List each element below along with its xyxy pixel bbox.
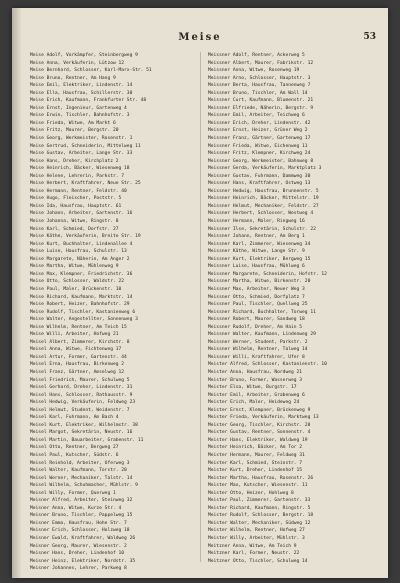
- directory-entry: Meise Willi, Arbeiter, Hofweg 21: [30, 332, 119, 338]
- directory-entry: Meister Max, Kutscher, Wiesenstr. 11: [208, 483, 308, 489]
- directory-entry: Meissner Emil, Arbeiter, Teichweg 6: [208, 113, 305, 119]
- directory-entry: Meisel Walter, Kaufmann, Torstr. 20: [30, 468, 127, 474]
- page-binding: [12, 8, 22, 578]
- directory-entry: Meissner Rudolf, Dreher, Am Hain 5: [208, 324, 303, 330]
- directory-entry: Meise Kurt, Buchhalter, Lindenallee 4: [30, 241, 133, 247]
- directory-entry: Meister Gustav, Rentner, Sonnenstr. 4: [208, 430, 311, 436]
- directory-entry: Meisner Johannes, Lehrer, Parkweg 8: [30, 566, 127, 572]
- directory-entry: Meisel Hedwig, Verkäuferin, Feldweg 23: [30, 400, 136, 406]
- directory-entry: Meisner Hans, Dreher, Lindenhof 10: [30, 551, 125, 557]
- directory-entry: Meissner Max, Arbeiter, Neuer Weg 3: [208, 286, 305, 292]
- directory-entry: Meitzner Anna, Witwe, Am Teich 9: [208, 543, 297, 549]
- directory-entry: Meissner Käthe, Witwe, Lange Str. 9: [208, 249, 305, 255]
- directory-entry: Meise Ernst, Ingenieur, Gartenweg 4: [30, 105, 127, 111]
- directory-entry: Meister Heinrich, Bäcker, Am Tor 2: [208, 445, 303, 451]
- directory-entry: Meise Hans, Dreher, Kirchplatz 2: [30, 158, 119, 164]
- directory-entry: Meissner Robert, Maurer, Sandweg 18: [208, 317, 305, 323]
- directory-entry: Meisner Anna, Witwe, Kurze Str. 4: [30, 505, 122, 511]
- directory-entry: Meise Fritz, Maurer, Bergstr. 20: [30, 128, 119, 134]
- directory-entry: Meise Herbert, Kraftfahrer, Neue Str. 25: [30, 181, 141, 187]
- directory-entry: Meise Luise, Hausfrau, Schulstr. 13: [30, 249, 127, 255]
- directory-entry: Meise Otto, Schlosser, Waldstr. 22: [30, 279, 125, 285]
- directory-entry: Meissner Hans, Kraftfahrer, Ostweg 13: [208, 181, 311, 187]
- directory-entry: Meister Rudolf, Schlosser, Bergstr. 18: [208, 513, 314, 519]
- directory-entry: Meissner Wilhelm, Rentner, Talweg 14: [208, 347, 308, 353]
- directory-entry: Meisel Hans, Schlosser, Rathausstr. 9: [30, 392, 133, 398]
- directory-entry: Meissner Heinrich, Bäcker, Mittelstr. 19: [208, 196, 319, 202]
- directory-entry: Meisel Artur, Former, Gartenstr. 44: [30, 354, 127, 360]
- directory-entry: Meissner Margarete, Schneiderin, Hofstr. 12: [208, 271, 327, 277]
- left-column: [30, 52, 196, 573]
- directory-entry: Meissner Berta, Hausfrau, Tannenweg 7: [208, 83, 311, 89]
- directory-entry: Meise Frieda, Witwe, Am Markt 6: [30, 120, 116, 126]
- directory-entry: Meisel Albert, Zimmerer, Kirchstr. 8: [30, 339, 130, 345]
- directory-entry: Meissner Fritz, Klempner, Kirchweg 24: [208, 151, 311, 157]
- directory-entry: Meister Hans, Elektriker, Waldweg 19: [208, 437, 308, 443]
- directory-entry: Meissner Richard, Buchhalter, Torweg 11: [208, 309, 316, 315]
- directory-entry: Meissner Karl, Zimmerer, Wiesenweg 34: [208, 241, 311, 247]
- directory-entry: Meissner Helmut, Mechaniker, Feldstr. 27: [208, 203, 319, 209]
- directory-entry: Meise Ida, Hausfrau, Hauptstr. 61: [30, 203, 122, 209]
- directory-entry: Meise Erwin, Tischler, Bahnhofstr. 3: [30, 113, 130, 119]
- directory-entry: Meissner Hedwig, Hausfrau, Brunnenstr. 5: [208, 188, 319, 194]
- directory-entry: Meise Erich, Kaufmann, Frankfurter Str. 48: [30, 98, 147, 104]
- directory-entry: Meitzner Otto, Tischler, Schulweg 14: [208, 558, 308, 564]
- directory-entry: Meissner Bruno, Tischler, Am Wall 14: [208, 90, 308, 96]
- directory-entry: Meissner Paul, Tischler, Quellweg 25: [208, 302, 308, 308]
- directory-entry: Meise Robert, Heizer, Bahnhofstr. 29: [30, 302, 130, 308]
- directory-entry: Meise Paul, Maler, Brückenstr. 10: [30, 286, 122, 292]
- directory-entry: Meise Margarete, Näherin, Am Anger 2: [30, 256, 130, 262]
- directory-entry: Meister Bruno, Former, Wasserweg 3: [208, 377, 303, 383]
- directory-entry: Meister Kurt, Dreher, Lindenhof 15: [208, 468, 303, 474]
- directory-entry: Meissner Arno, Schlosser, Hauptstr. 3: [208, 75, 311, 81]
- directory-entry: Meise Bernhard, Schlosser, Karl-Marx-Str. 51: [30, 68, 152, 74]
- directory-entry: Meisner Bruno, Tischler, Pappelweg 15: [30, 513, 133, 519]
- directory-entry: Meister Emil, Arbeiter, Grabenweg 6: [208, 392, 305, 398]
- directory-entry: Meister Willy, Arbeiter, Mühlstr. 3: [208, 536, 305, 541]
- directory-entry: Meise Martha, Witwe, Mühlenweg 9: [30, 264, 119, 270]
- directory-entry: Meise Heinrich, Bäcker, Wiesenweg 18: [30, 166, 130, 172]
- page-header: [12, 32, 388, 46]
- directory-entry: Meissner Herbert, Schlosser, Westweg 4: [208, 211, 314, 217]
- directory-entry: Meissner Martha, Witwe, Birkenstr. 20: [208, 279, 311, 285]
- directory-entry: Meister Hermann, Maurer, Feldweg 31: [208, 452, 305, 458]
- directory-entry: Meisner Emma, Hausfrau, Hohe Str. 7: [30, 520, 127, 526]
- directory-entry: Meise Johann, Arbeiter, Gartenstr. 16: [30, 211, 133, 217]
- directory-entry: Meister Walter, Mechaniker, Südweg 12: [208, 520, 311, 526]
- directory-entry: Meisel Werner, Mechaniker, Talstr. 14: [30, 475, 133, 481]
- directory-entry: Meisel Reinhold, Arbeiter, Uferweg 3: [30, 460, 130, 466]
- directory-entry: Meissner Frieda, Witwe, Eichenweg 11: [208, 143, 308, 149]
- directory-entry: Meise Gustav, Arbeiter, Lange Str. 33: [30, 151, 133, 157]
- directory-entry: Meister Erich, Maler, Heideweg 24: [208, 400, 300, 406]
- directory-entry: Meisel Margot, Sekretärin, Neustr. 16: [30, 430, 133, 436]
- directory-entry: Meissner Franz, Gärtner, Gartenweg 17: [208, 136, 311, 142]
- directory-entry: Meissner Johann, Rentner, Am Berg 1: [208, 234, 305, 240]
- directory-entry: Meisel Wilhelm, Schuhmacher, Mühlstr. 9: [30, 483, 138, 489]
- directory-entry: Meise Bruno, Rentner, Am Hang 9: [30, 75, 116, 81]
- page-title: Meise: [178, 32, 222, 43]
- directory-entry: Meissner Ilse, Sekretärin, Schulstr. 22: [208, 226, 316, 232]
- directory-entry: Meise Hugo, Fleischer, Poststr. 5: [30, 196, 122, 202]
- directory-entry: Meister Martha, Hausfrau, Rosenstr. 26: [208, 475, 314, 481]
- directory-entry: Meister Georg, Tischler, Kirchstr. 28: [208, 422, 311, 428]
- directory-entry: Meise Richard, Kaufmann, Marktstr. 14: [30, 294, 133, 300]
- directory-entry: Meisner Heinz, Elektriker, Nordstr. 35: [30, 558, 136, 564]
- directory-entry: Meise Wilhelm, Rentner, Am Teich 15: [30, 324, 127, 330]
- directory-entry: Meister Paul, Zimmerer, Gartenstr. 33: [208, 498, 311, 504]
- directory-entry: Meisel Otto, Rentner, Bergweg 27: [30, 445, 119, 451]
- directory-entry: Meissner Walter, Kaufmann, Lindenweg 29: [208, 332, 316, 338]
- directory-entry: Meisel Kurt, Elektriker, Wilhelmstr. 38: [30, 422, 138, 428]
- directory-entry: Meitzner Karl, Former, Neustr. 22: [208, 551, 300, 557]
- directory-entry: Meister Richard, Kaufmann, Ringstr. 5: [208, 505, 311, 511]
- directory-entry: Meisel Anna, Witwe, Fichtenweg 17: [30, 347, 122, 353]
- directory-entry: Meise Ella, Hausfrau, Schillerstr. 30: [30, 90, 133, 96]
- directory-entry: Meissner Curt, Kaufmann, Blumenstr. 21: [208, 98, 314, 104]
- directory-entry: Meister Alfred, Schlosser, Kastanienstr. 10: [208, 362, 327, 368]
- directory-entry: Meise Käthe, Verkäuferin, Breite Str. 19: [30, 234, 141, 240]
- directory-entry: Meisner Erich, Schlosser, Holzweg 18: [30, 528, 130, 534]
- directory-entry: Meise Adolf, Vorkämpfer, Steinbergweg 9: [30, 53, 138, 58]
- directory-entry: Meise Karl, Schmied, Dorfstr. 27: [30, 226, 119, 232]
- directory-entry: Meise Emil, Elektriker, Lindenstr. 14: [30, 83, 133, 89]
- directory-entry: Meisel Friedrich, Maurer, Schulweg 5: [30, 377, 130, 383]
- directory-entry: Meister Anna, Hausfrau, Nordweg 21: [208, 369, 303, 375]
- directory-entry: Meisel Franz, Gärtner, Amselweg 12: [30, 369, 125, 375]
- directory-entry: Meissner Gerda, Verkäuferin, Marktplatz 3: [208, 166, 322, 172]
- column-divider: [200, 52, 201, 562]
- directory-entry: Meissner Georg, Werkmeister, Bahnweg 8: [208, 158, 314, 164]
- directory-entry: Meissner Erich, Dreher, Lindenstr. 42: [208, 120, 311, 126]
- directory-entry: Meisel Willy, Former, Querweg 1: [30, 490, 116, 496]
- directory-entry: Meissner Willi, Kraftfahrer, Ufer 8: [208, 354, 305, 360]
- directory-entry: Meissner Luise, Hausfrau, Mühlweg 6: [208, 264, 305, 270]
- directory-entry: Meissner Werner, Student, Parkstr. 2: [208, 339, 308, 345]
- directory-entry: Meise Rudolf, Tischler, Kastanienweg 6: [30, 309, 136, 315]
- directory-entry: Meisel Gerhard, Dreher, Lindenstr. 31: [30, 385, 133, 391]
- directory-entry: Meister Frieda, Verkäuferin, Marktweg 13: [208, 415, 319, 421]
- directory-entry: Meister Elsa, Witwe, Burgstr. 17: [208, 385, 297, 391]
- directory-entry: Meister Otto, Heizer, Hohlweg 8: [208, 490, 294, 496]
- directory-entry: Meise Walter, Angestellter, Sonnenweg 3: [30, 317, 138, 323]
- directory-entry: Meissner Albert, Maurer, Fabrikstr. 12: [208, 60, 314, 66]
- right-column: [208, 52, 374, 565]
- directory-entry: Meise Helene, Lehrerin, Parkstr. 7: [30, 173, 125, 179]
- directory-entry: Meister Karl, Schmied, Steinstr. 7: [208, 460, 303, 466]
- directory-page: [12, 8, 388, 578]
- directory-entry: Meisel Martin, Bauarbeiter, Grabenstr. 11: [30, 437, 144, 443]
- directory-entry: Meister Ernst, Klempner, Brückenweg 9: [208, 407, 311, 413]
- directory-entry: Meisel Karl, Fuhrmann, Am Bach 4: [30, 415, 119, 421]
- directory-entry: Meisel Erna, Hausfrau, Birkenweg 2: [30, 362, 125, 368]
- directory-entry: Meise Hermann, Rentner, Feldstr. 40: [30, 188, 127, 194]
- directory-entry: Meissner Hermann, Maler, Ringweg 16: [208, 219, 305, 225]
- directory-entry: Meissner Adolf, Rentner, Ackerweg 5: [208, 53, 305, 58]
- directory-entry: Meister Wilhelm, Rentner, Hofweg 27: [208, 528, 305, 534]
- directory-entry: Meisel Paul, Kutscher, Südstr. 6: [30, 452, 119, 458]
- directory-entry: Meise Georg, Werkmeister, Rosenstr. 1: [30, 136, 133, 142]
- directory-entry: Meisel Helmut, Student, Weidenstr. 7: [30, 407, 130, 413]
- directory-entry: Meise Anna, Verkäuferin, Lützow 12: [30, 60, 125, 66]
- directory-entry: Meissner Kurt, Elektriker, Bergweg 15: [208, 256, 311, 262]
- directory-entry: Meise Johanna, Witwe, Ringstr. 8: [30, 219, 119, 225]
- directory-entry: Meissner Otto, Schmied, Dorfplatz 7: [208, 294, 305, 300]
- directory-entry: Meissner Gustav, Fuhrmann, Dammweg 30: [208, 173, 311, 179]
- directory-entry: Meissner Anna, Witwe, Rosenweg 19: [208, 68, 300, 74]
- page-number: 53: [363, 32, 376, 42]
- directory-entry: Meisner Alfred, Arbeiter, Steinweg 32: [30, 498, 133, 504]
- directory-entry: Meissner Ernst, Heizer, Grüner Weg 2: [208, 128, 308, 134]
- directory-entry: Meisner Ewald, Kraftfahrer, Waldweg 26: [30, 536, 136, 541]
- directory-entry: Meisner Georg, Maurer, Wiesenstr. 2: [30, 543, 127, 549]
- directory-entry: Meise Gertrud, Schneiderin, Mittelweg 11: [30, 143, 141, 149]
- directory-entry: Meissner Elfriede, Näherin, Bergstr. 9: [208, 105, 314, 111]
- directory-entry: Meise Max, Klempner, Friedrichstr. 36: [30, 271, 133, 277]
